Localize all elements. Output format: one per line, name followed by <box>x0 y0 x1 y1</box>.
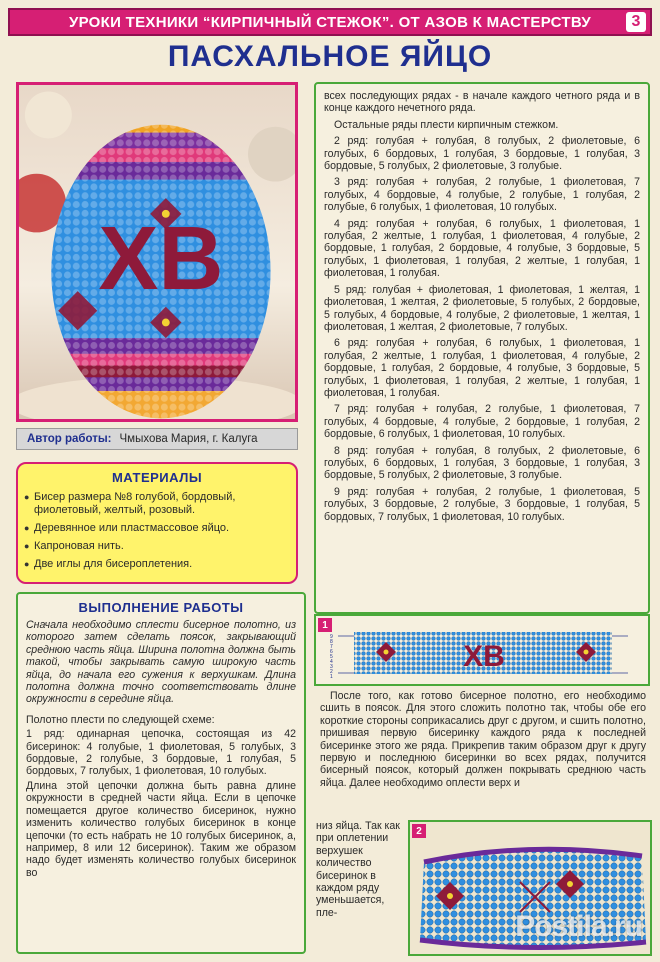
row-label: 4 <box>330 659 333 665</box>
figure-2-number: 2 <box>412 824 426 838</box>
materials-list <box>26 491 288 571</box>
row-label: 6 <box>330 649 333 655</box>
row-2-paragraph: 2 ряд: голубая + голубая, 8 голубых, 2 фиолетовые, 6 голубых, 6 бордовых, 1 голубая, 3 бордовые, 1 голубая, 3 бордовые, 5 голубых, 2 фиолетовые, 3 голубые. <box>324 135 640 173</box>
row-label: 1 <box>330 674 333 680</box>
list-item: ● Две иглы для бисероплетения. <box>26 558 288 571</box>
length-paragraph: Длина этой цепочки должна быть равна длине окружности в средней части яйца. Если в цепочке помещается другое количество бисеринок, нужно изменить количество голубых бисеринок в конце цепочки (то есть набрать не 10 голубых бисеринок, а, например, 8 или 12 бисеринок). Таким же образом надо будет изменять количество голубых бисеринок во <box>26 779 296 879</box>
row-label: 7 <box>330 644 333 650</box>
rows-box <box>314 82 650 614</box>
sewing-paragraph: После того, как готово бисерное полотно, его необходимо сшить в поясок. Для этого сложить полотно так, чтобы обе его короткие стороны соприкасались друг с другом, и сшить полотно, пришивая первую бисеринку каждого ряда к последней бисеринке этого же ряда. Прикрепив таким образом друг к другу первую и последнюю бисеринки во всех рядах, получится бисерный поясок, который должен покрывать среднюю часть яйца. Далее необходимо оплести верх и <box>320 690 646 789</box>
egg-letters: ХВ <box>98 208 224 310</box>
page-number: 3 <box>626 12 646 32</box>
rows-paragraph: всех последующих рядах - в начале каждого четного ряда и в конце каждого нечетного ряда. <box>324 90 640 115</box>
author-label: Автор работы: <box>27 433 112 445</box>
sewing-text <box>316 690 650 820</box>
figure-2-photo <box>408 820 652 956</box>
rows-paragraph: Остальные ряды плести кирпичным стежком. <box>334 118 559 131</box>
list-item: ● Бисер размера №8 голубой, бордовый, фиолетовый, желтый, розовый. <box>26 491 288 517</box>
figure-1-beaded-strip <box>314 614 650 686</box>
row-5-paragraph: 5 ряд: голубая + фиолетовая, 1 фиолетовая, 1 желтая, 1 фиолетовая, 1 желтая, 2 фиолетовые, 5 голубых, 2 бордовые, 5 голубых, 4 бордовые, 4 голубые, 2 фиолетовые, 1 желтая, 1 фиолетовая, 1 желтая, 2 фиолетовые, 7 голубых. <box>324 283 640 333</box>
row-9-paragraph: 9 ряд: голубая + голубая, 2 голубые, 1 фиолетовая, 5 голубых, 3 бордовые, 2 голубые, 3 бордовые, 1 голубая, 5 бордовых, 7 голубых, 1 фиолетовая, 10 голубых. <box>324 485 640 523</box>
egg-photo <box>16 82 298 422</box>
materials-heading: МАТЕРИАЛЫ <box>111 470 203 485</box>
row1-paragraph: 1 ряд: одинарная цепочка, состоящая из 42 бисеринок: 4 голубые, 1 фиолетовая, 5 голубых, 3 бордовые, 2 голубые, 3 бордовые, 1 голубая, 5 бордовых, 7 голубых, 1 фиолетовая, 10 голубых. <box>26 728 296 778</box>
row-7-paragraph: 7 ряд: голубая + голубая, 2 голубые, 1 фиолетовая, 7 голубых, 4 бордовые, 4 голубые, 2 бордовые, 1 голубая, 2 бордовые, 6 голубых, 1 фиолетовая, 10 голубых. <box>324 403 640 441</box>
strip-letters: ХВ <box>463 640 505 673</box>
strip-diagram <box>316 616 648 684</box>
row-4-paragraph: 4 ряд: голубая + голубая, 6 голубых, 1 фиолетовая, 1 голубая, 2 желтые, 1 голубая, 1 фиолетовая, 4 голубые, 2 бордовые, 1 голубая, 2 бордовые, 4 голубые, 3 бордовые, 5 голубых, 1 фиолетовая, 1 голубая, 2 желтые, 1 голубая, 1 фиолетовая, 1 голубая. <box>324 217 640 280</box>
row-6-paragraph: 6 ряд: голубая + голубая, 6 голубых, 1 фиолетовая, 1 голубая, 2 желтые, 1 голубая, 1 фиолетовая, 4 голубые, 2 бордовые, 1 голубая, 2 бордовые, 4 голубые, 3 бордовые, 5 голубых, 1 фиолетовая, 1 голубая, 2 желтые, 1 голубая, 1 фиолетовая, 1 голубая. <box>324 337 640 399</box>
list-item: ● Деревянное или пластмассовое яйцо. <box>26 522 288 535</box>
intro-paragraph: Сначала необходимо сплести бисерное полотно, из которого затем сделать поясок, закрывающий среднюю часть яйца. Ширина полотна должна быть такой, чтобы закрывать самую широкую часть яйца, до начала его сужения к верхушкам. Длина полотна должна точно соответствовать длине окружности в середине яйца. <box>26 619 296 706</box>
row-label: 5 <box>330 654 333 660</box>
side-text <box>316 820 406 956</box>
author-name: Чмыхова Мария, г. Калуга <box>119 433 258 445</box>
watermark-logo: Postila.ru <box>515 910 642 943</box>
side-paragraph: низ яйца. Так как при оплетении верхушек количество бисеринок в каждом ряду уменьшается, пле- <box>316 820 400 919</box>
egg-illustration <box>19 85 295 419</box>
article-title: ПАСХАЛЬНОЕ ЯЙЦО <box>167 40 493 73</box>
row-label: 2 <box>330 669 333 675</box>
banner-text: УРОКИ ТЕХНИКИ “КИРПИЧНЫЙ СТЕЖОК”. ОТ АЗОВ К МАСТЕРСТВУ <box>68 13 592 31</box>
row-label: 3 <box>330 664 333 670</box>
author-bar <box>16 428 298 450</box>
row-label: 8 <box>330 639 333 645</box>
instructions-heading: ВЫПОЛНЕНИЕ РАБОТЫ <box>78 600 244 615</box>
list-item: ● Капроновая нить. <box>26 540 288 553</box>
instructions-box <box>16 592 306 954</box>
row-8-paragraph: 8 ряд: голубая + голубая, 8 голубых, 2 фиолетовые, 6 голубых, 6 бордовых, 1 голубая, 3 бордовые, 1 голубая, 3 бордовые, 5 голубых, 2 фиолетовые, 3 голубые. <box>324 444 640 482</box>
materials-box <box>16 462 298 584</box>
scheme-paragraph: Полотно плести по следующей схеме: <box>26 713 215 726</box>
figure-1-number: 1 <box>318 618 332 632</box>
section-banner <box>8 8 652 36</box>
row-3-paragraph: 3 ряд: голубая + голубая, 2 голубые, 1 фиолетовая, 7 голубых, 4 бордовые, 4 голубые, 2 голубые, 1 голубая, 2 голубые, 6 голубых, 1 фиолетовая, 10 голубых. <box>324 176 640 214</box>
row-label: 9 <box>330 634 333 640</box>
